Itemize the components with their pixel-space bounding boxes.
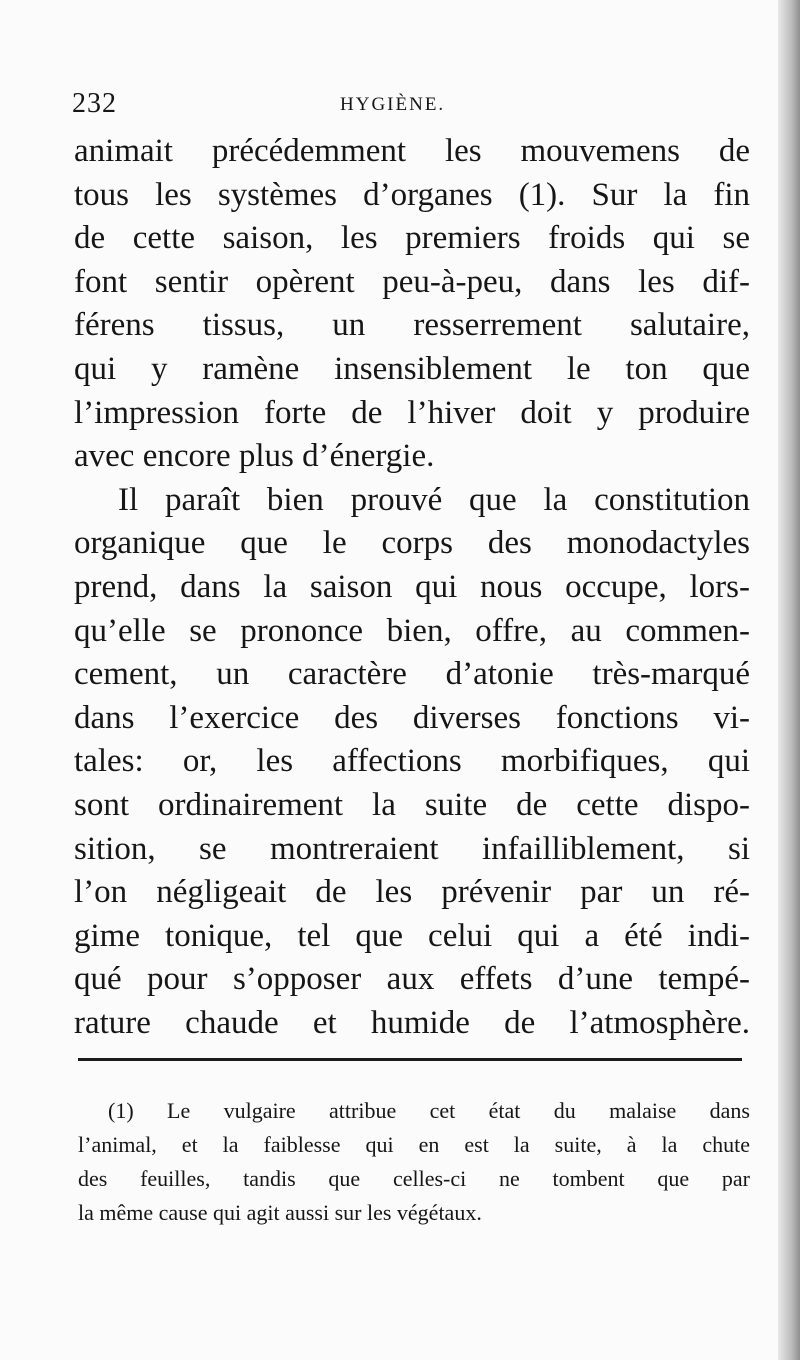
body-line: de cette saison, les premiers froids qui se: [74, 220, 750, 257]
footnote-line: (1) Le vulgaire attribue cet état du malaise dans: [108, 1098, 750, 1123]
page-edge-shadow: [778, 0, 800, 1360]
body-line: tous les systèmes d’organes (1). Sur la fin: [74, 176, 750, 213]
body-line: sont ordinairement la suite de cette dispo-: [74, 786, 750, 823]
body-line: qu’elle se prononce bien, offre, au commen-: [74, 612, 750, 649]
footnote: [78, 1094, 750, 1230]
body-line: qué pour s’opposer aux effets d’une tempé-: [74, 961, 750, 998]
running-head: HYGIÈNE.: [340, 94, 446, 115]
body-line: avec encore plus d’énergie.: [74, 438, 435, 475]
body-line: animait précédemment les mouvemens de: [74, 133, 750, 169]
body-line: rature chaude et humide de l’atmosphère.: [74, 1004, 750, 1041]
body-line: organique que le corps des monodactyles: [74, 525, 750, 562]
body-line: cement, un caractère d’atonie très-marqué: [74, 656, 750, 693]
footnote-rule: [78, 1058, 742, 1061]
body-text: [74, 130, 750, 1045]
footnote-line: la même cause qui agit aussi sur les végétaux.: [78, 1200, 482, 1225]
footnote-line: l’animal, et la faiblesse qui en est la suite, à la chute: [78, 1132, 750, 1157]
body-line: dans l’exercice des diverses fonctions vi-: [74, 699, 750, 736]
body-line: qui y ramène insensiblement le ton que: [74, 350, 750, 387]
body-line: prend, dans la saison qui nous occupe, lors-: [74, 568, 750, 605]
body-line: tales: or, les affections morbifiques, qui: [74, 743, 750, 780]
body-line: gime tonique, tel que celui qui a été indi-: [74, 917, 750, 954]
body-line: férens tissus, un resserrement salutaire,: [74, 307, 750, 344]
body-line: l’on négligeait de les prévenir par un ré-: [74, 874, 750, 911]
page-number: 232: [72, 88, 117, 119]
body-line: l’impression forte de l’hiver doit y produire: [74, 394, 750, 431]
body-line: font sentir opèrent peu-à-peu, dans les dif-: [74, 263, 750, 300]
footnote-line: des feuilles, tandis que celles-ci ne tombent que par: [78, 1166, 750, 1191]
body-line: sition, se montreraient infailliblement, si: [74, 830, 750, 867]
page-header: [72, 88, 752, 122]
body-line: Il paraît bien prouvé que la constitution: [118, 481, 750, 518]
